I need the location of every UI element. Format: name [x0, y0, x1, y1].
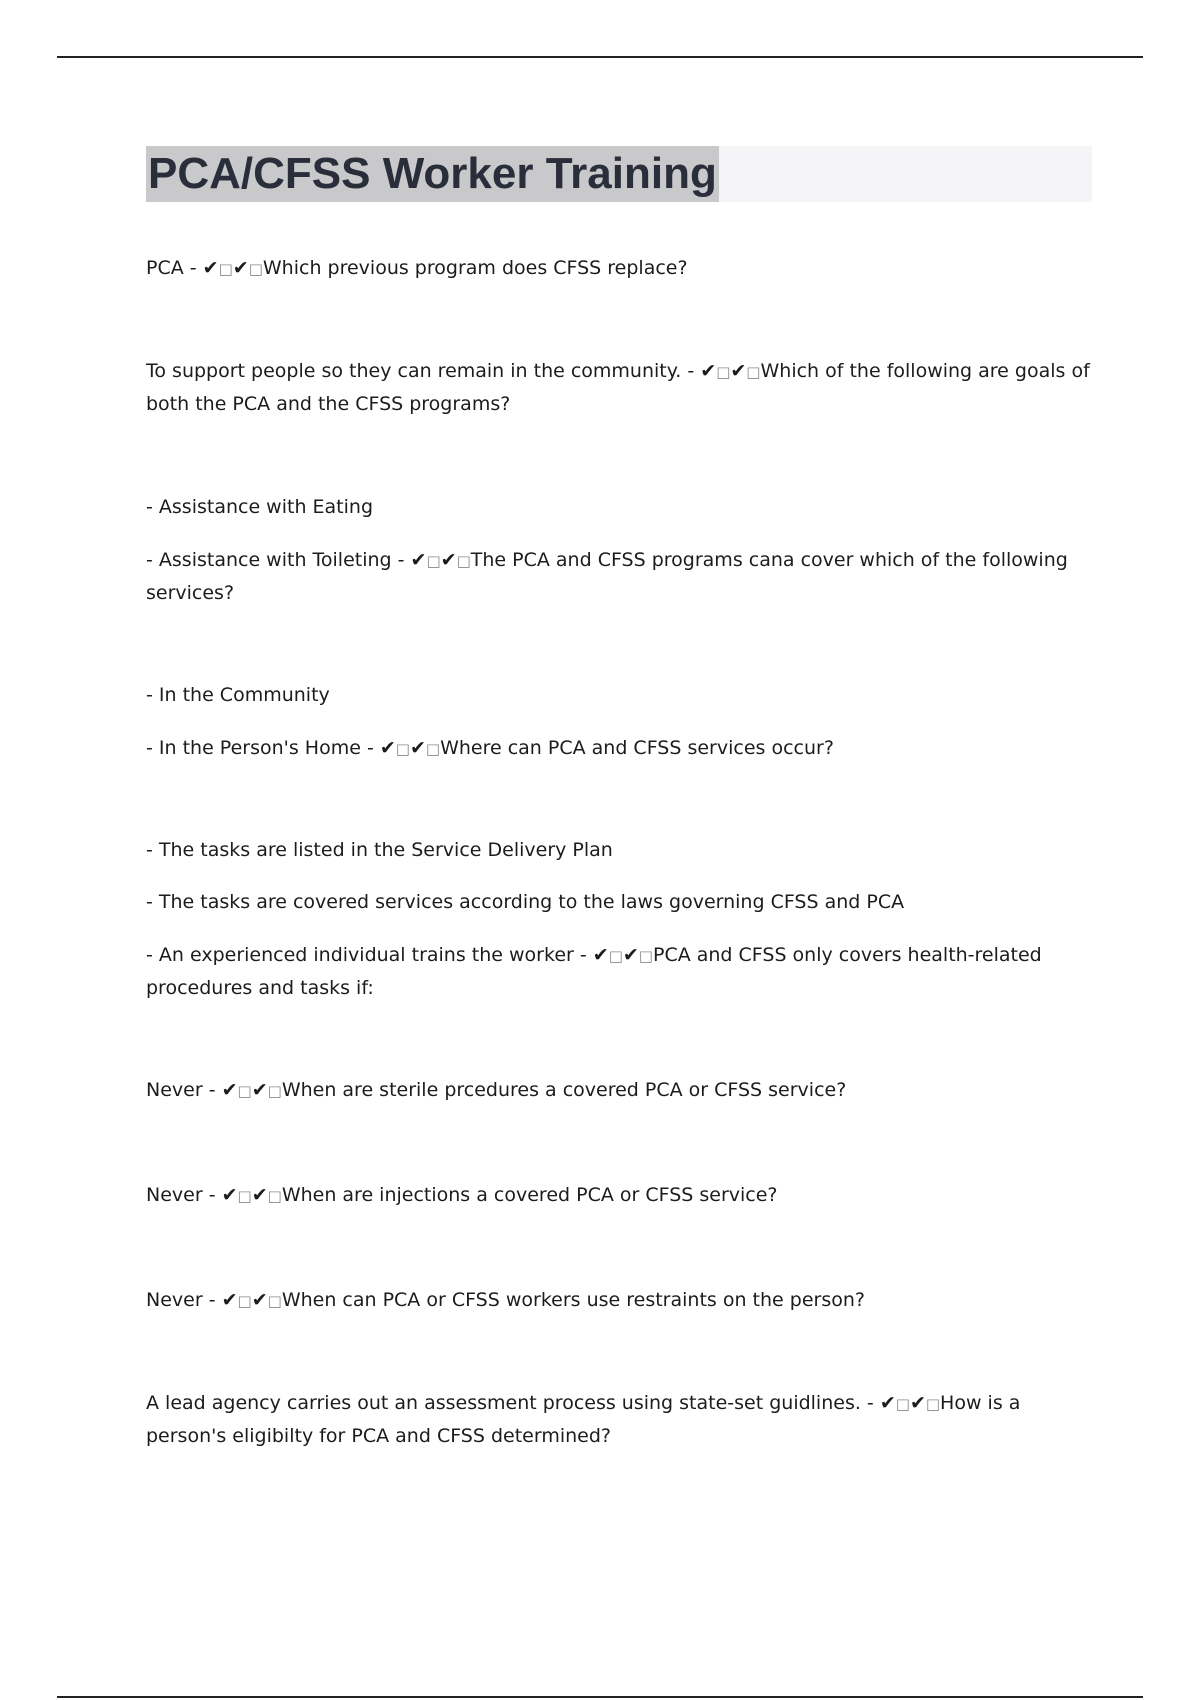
check-icon: ✔ — [909, 1392, 926, 1414]
answer: Never — [146, 1289, 203, 1311]
box-icon: □ — [608, 947, 623, 965]
check-icon: ✔ — [730, 360, 747, 382]
question: PCA and CFSS only covers health-related procedures and tasks if: — [146, 944, 1042, 999]
box-icon: □ — [746, 363, 761, 381]
check-icon: ✔ — [221, 1079, 238, 1101]
box-icon: □ — [267, 1082, 282, 1100]
answer: To support people so they can remain in the community. — [146, 360, 682, 382]
qa-item-8: Never - ✔□✔□When can PCA or CFSS workers use restraints on the person? — [146, 1289, 865, 1311]
header-rule — [57, 56, 1143, 58]
question: When can PCA or CFSS workers use restraints on the person? — [281, 1289, 865, 1311]
answer: A lead agency carries out an assessment process using state-set guidlines. — [146, 1392, 861, 1414]
question: Which previous program does CFSS replace? — [262, 257, 688, 279]
qa-item-2: To support people so they can remain in the community. - ✔□✔□Which of the following are goals of both the PCA and the CFSS programs? — [146, 360, 1090, 415]
answer: PCA — [146, 257, 184, 279]
check-icon: ✔ — [700, 360, 717, 382]
answer: - An experienced individual trains the worker — [146, 944, 574, 966]
check-icon: ✔ — [379, 737, 396, 759]
question: Which of the following are goals of both the PCA and the CFSS programs? — [146, 360, 1090, 415]
qa-item-7: Never - ✔□✔□When are injections a covered PCA or CFSS service? — [146, 1184, 778, 1206]
box-icon: □ — [237, 1082, 252, 1100]
box-icon: □ — [267, 1292, 282, 1310]
question: When are injections a covered PCA or CFSS service? — [281, 1184, 778, 1206]
answer: - Assistance with Toileting — [146, 549, 392, 571]
answer-line: - Assistance with Eating — [146, 496, 374, 518]
box-icon: □ — [237, 1292, 252, 1310]
box-icon: □ — [456, 552, 471, 570]
box-icon: □ — [716, 363, 731, 381]
check-icon: ✔ — [879, 1392, 896, 1414]
answer: Never — [146, 1184, 203, 1206]
check-icon: ✔ — [251, 1079, 268, 1101]
box-icon: □ — [425, 740, 441, 758]
question: The PCA and CFSS programs cana cover which of the following services? — [146, 549, 1068, 604]
box-icon: □ — [426, 552, 441, 570]
qa-item-1: PCA - ✔□✔□Which previous program does CFSS replace? — [146, 257, 688, 279]
answer: Never — [146, 1079, 203, 1101]
check-icon: ✔ — [440, 549, 457, 571]
answer-line: - In the Community — [146, 684, 330, 706]
check-icon: ✔ — [251, 1184, 268, 1206]
answer: - In the Person's Home — [146, 737, 361, 759]
qa-item-5-answer-line-1 — [146, 834, 1096, 866]
box-icon: □ — [248, 260, 263, 278]
check-icon: ✔ — [410, 549, 427, 571]
question: How is a person's eligibilty for PCA and CFSS determined? — [146, 1392, 1021, 1447]
box-icon: □ — [638, 947, 653, 965]
check-icon: ✔ — [592, 944, 609, 966]
qa-item-3: - Assistance with Toileting - ✔□✔□The PCA and CFSS programs cana cover which of the following services? — [146, 549, 1068, 604]
qa-item-3-answer-line-1 — [146, 491, 1096, 523]
check-icon: ✔ — [221, 1184, 238, 1206]
check-icon: ✔ — [409, 737, 426, 759]
qa-item-6: Never - ✔□✔□When are sterile prcedures a covered PCA or CFSS service? — [146, 1079, 847, 1101]
qa-item-4: - In the Person's Home - ✔□✔□Where can PCA and CFSS services occur? — [146, 737, 834, 759]
box-icon: □ — [267, 1187, 282, 1205]
qa-item-9: A lead agency carries out an assessment process using state-set guidlines. - ✔□✔□How is a person's eligibilty for PCA and CFSS determined? — [146, 1392, 1021, 1447]
box-icon: □ — [218, 260, 233, 278]
box-icon: □ — [237, 1187, 252, 1205]
answer-line: - The tasks are covered services according to the laws governing CFSS and PCA — [146, 891, 905, 913]
box-icon: □ — [395, 740, 410, 758]
box-icon: □ — [895, 1395, 910, 1413]
box-icon: □ — [925, 1395, 941, 1413]
document-title: PCA/CFSS Worker Training — [146, 146, 719, 202]
question: When are sterile prcedures a covered PCA or CFSS service? — [281, 1079, 847, 1101]
answer-line: - The tasks are listed in the Service Delivery Plan — [146, 839, 613, 861]
qa-item-4-answer-line-1 — [146, 679, 1096, 711]
question: Where can PCA and CFSS services occur? — [440, 737, 834, 759]
check-icon: ✔ — [221, 1289, 238, 1311]
footer-rule — [57, 1696, 1143, 1698]
qa-item-5-answer-line-2 — [146, 886, 1096, 918]
check-icon: ✔ — [622, 944, 639, 966]
check-icon: ✔ — [251, 1289, 268, 1311]
check-icon: ✔ — [232, 257, 249, 279]
qa-item-5: - An experienced individual trains the worker - ✔□✔□PCA and CFSS only covers health-related procedures and tasks if: — [146, 944, 1042, 999]
check-icon: ✔ — [202, 257, 219, 279]
